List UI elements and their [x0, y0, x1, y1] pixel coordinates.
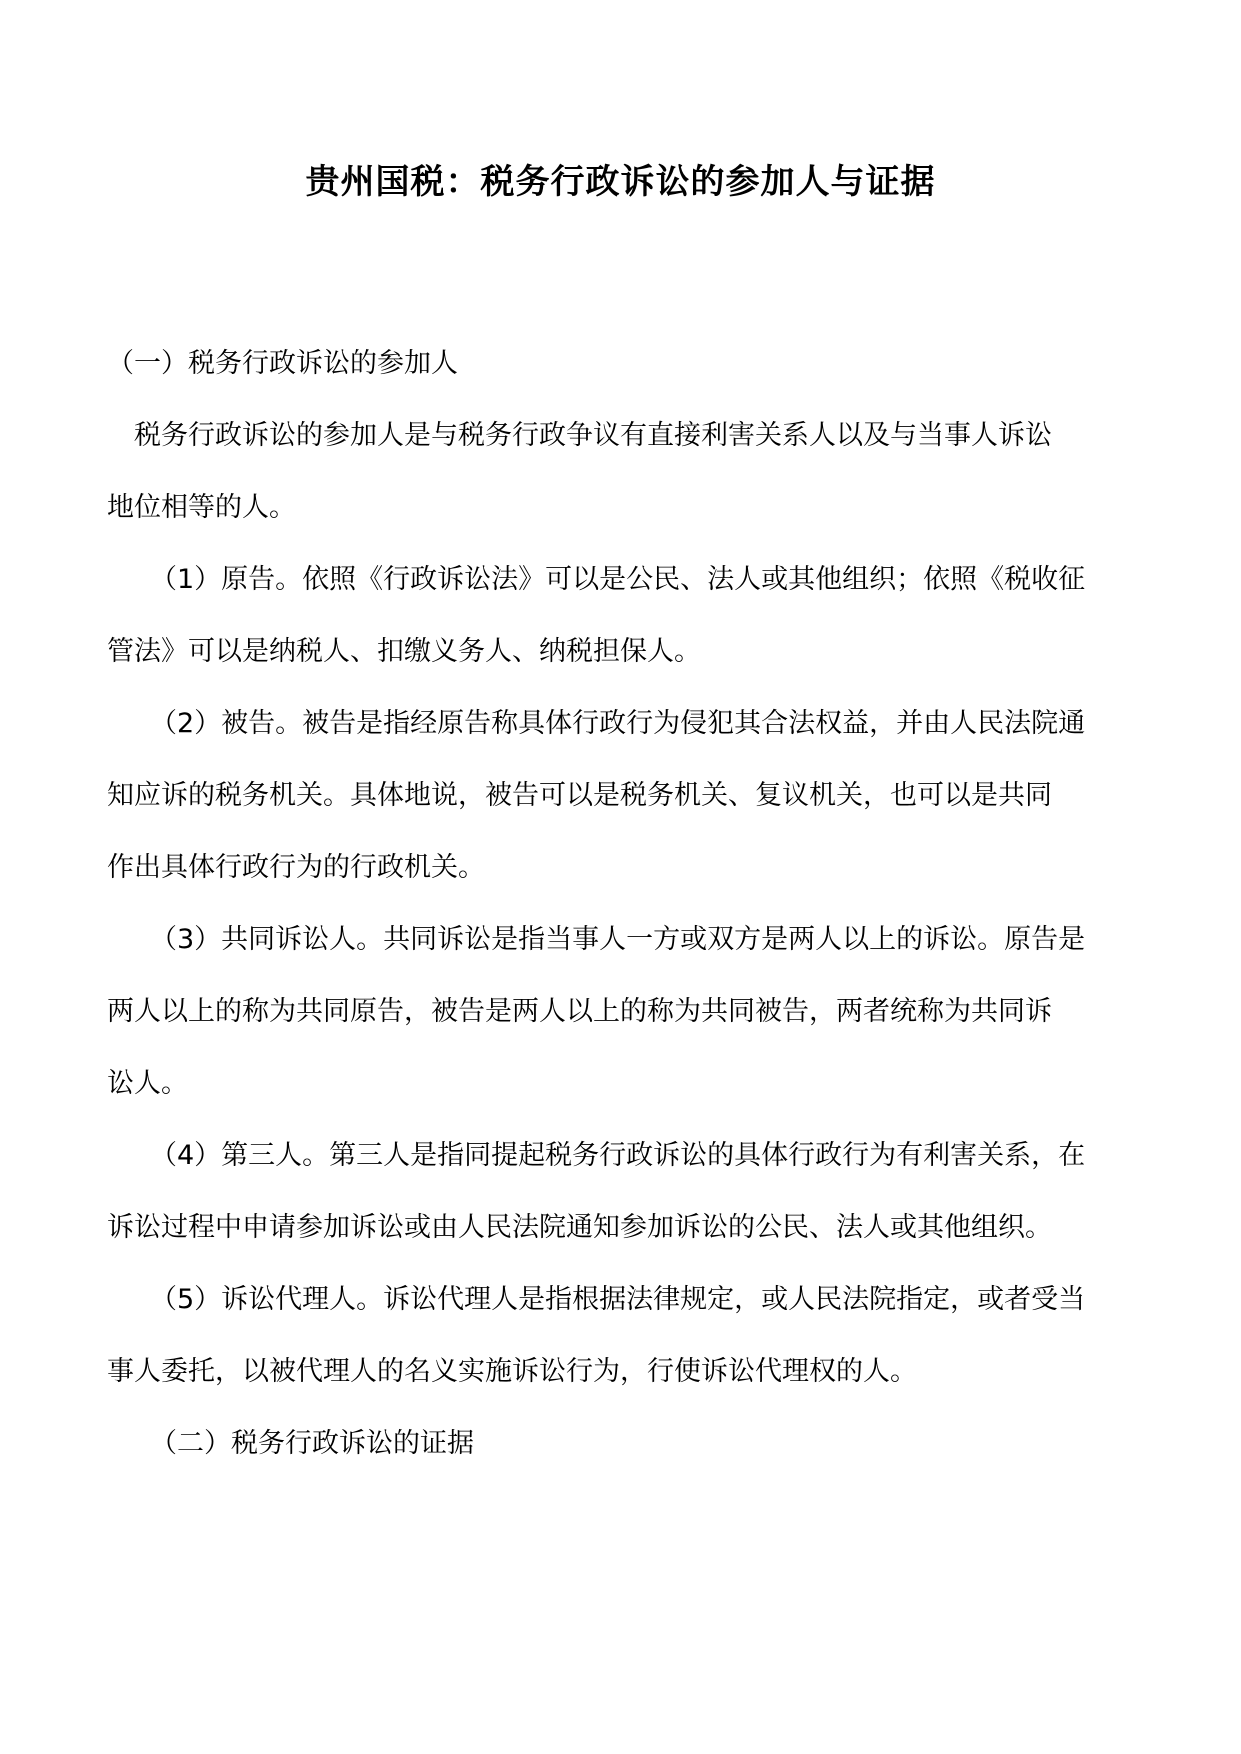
paragraph-line: 税务行政诉讼的参加人是与税务行政争议有直接利害关系人以及与当事人诉讼	[134, 420, 1052, 451]
paragraph-line: 管法》可以是纳税人、扣缴义务人、纳税担保人。	[107, 636, 701, 667]
document-title: 贵州国税：税务行政诉讼的参加人与证据	[305, 162, 936, 202]
paragraph-line: 两人以上的称为共同原告，被告是两人以上的称为共同被告，两者统称为共同诉	[107, 996, 1052, 1027]
section-heading-participants: （一）税务行政诉讼的参加人	[107, 348, 458, 379]
paragraph-line: 讼人。	[107, 1068, 188, 1099]
paragraph-line: 诉讼过程中申请参加诉讼或由人民法院通知参加诉讼的公民、法人或其他组织。	[107, 1212, 1052, 1243]
section-heading-evidence: （二）税务行政诉讼的证据	[150, 1428, 474, 1459]
paragraph-line: 事人委托，以被代理人的名义实施诉讼行为，行使诉讼代理权的人。	[107, 1356, 917, 1387]
paragraph-line: 地位相等的人。	[107, 492, 296, 523]
paragraph-line: 作出具体行政行为的行政机关。	[107, 852, 485, 883]
paragraph-line: （3）共同诉讼人。共同诉讼是指当事人一方或双方是两人以上的诉讼。原告是	[150, 924, 1086, 955]
paragraph-line: （5）诉讼代理人。诉讼代理人是指根据法律规定，或人民法院指定，或者受当	[150, 1284, 1086, 1315]
paragraph-line: （4）第三人。第三人是指同提起税务行政诉讼的具体行政行为有利害关系，在	[150, 1140, 1086, 1171]
paragraph-line: 知应诉的税务机关。具体地说，被告可以是税务机关、复议机关，也可以是共同	[107, 780, 1052, 811]
paragraph-line: （2）被告。被告是指经原告称具体行政行为侵犯其合法权益，并由人民法院通	[150, 708, 1086, 739]
paragraph-line: （1）原告。依照《行政诉讼法》可以是公民、法人或其他组织；依照《税收征	[150, 564, 1086, 595]
